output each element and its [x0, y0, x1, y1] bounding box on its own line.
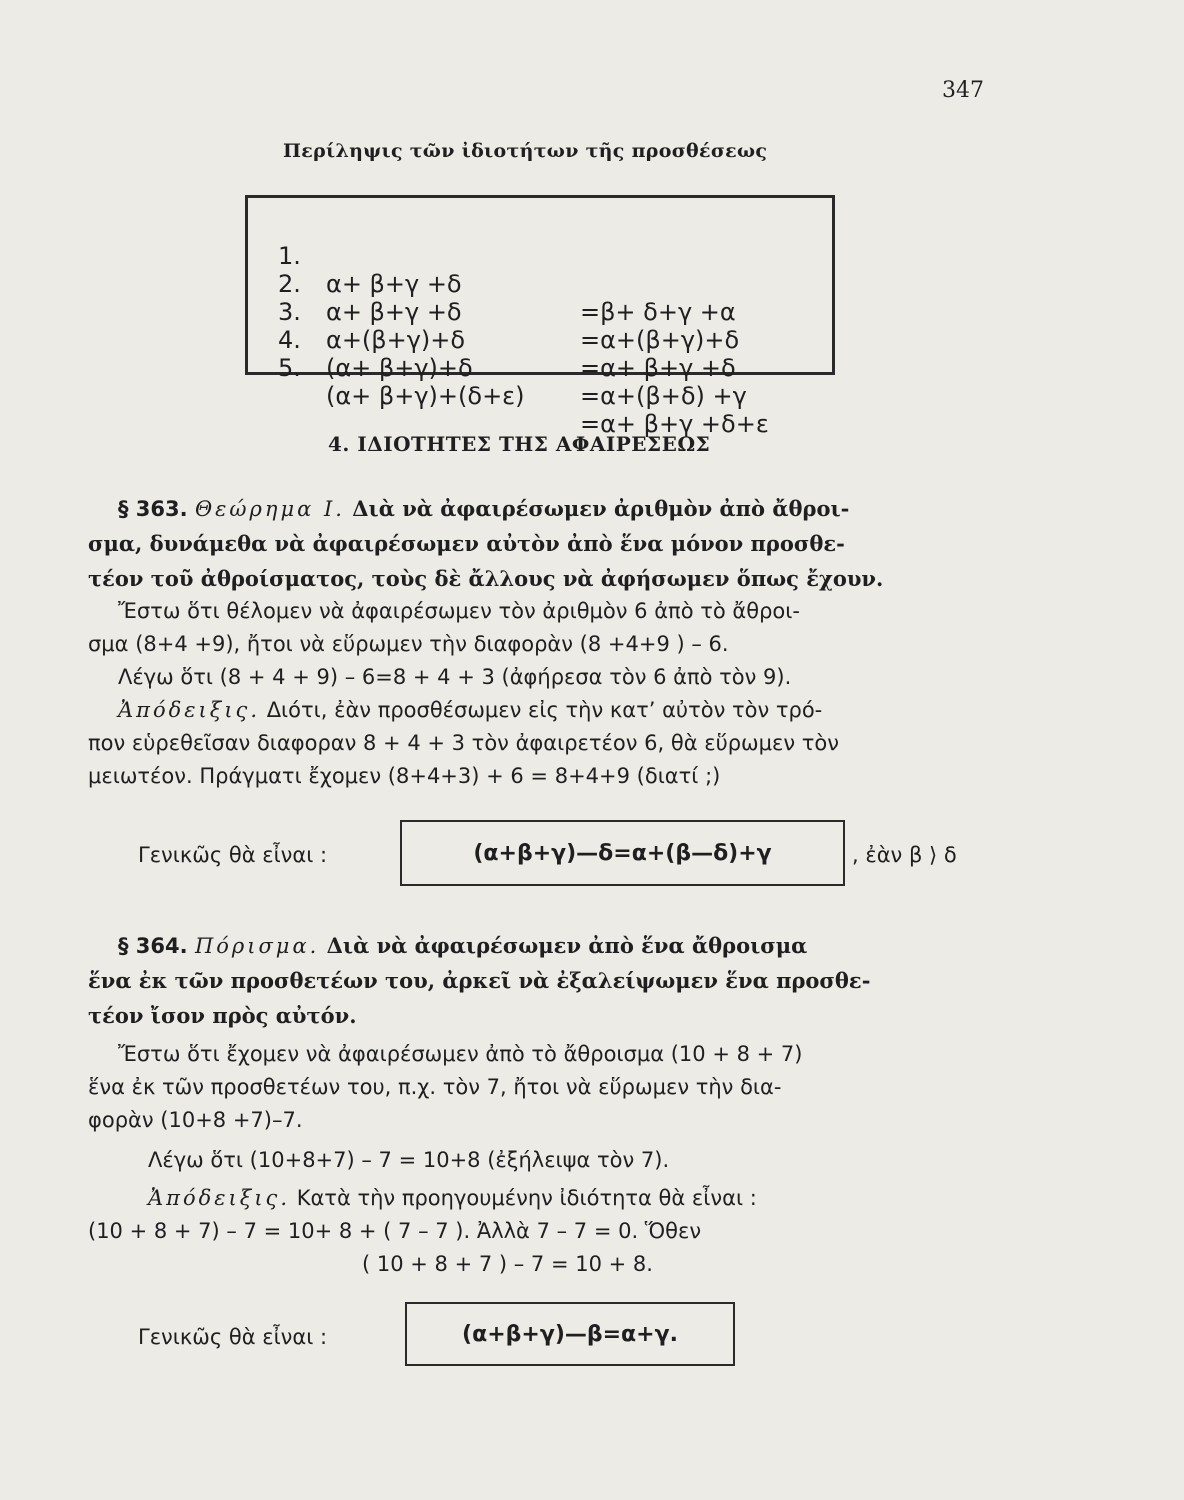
s363-proof-label: Ἀπόδειξις. [118, 698, 260, 722]
s364-statement-line: τέον ἴσον πρὸς αὐτόν. [88, 1003, 357, 1028]
row-number: 4. [278, 326, 301, 354]
row-number: 2. [278, 270, 301, 298]
s363-label: Θεώρημα I. [194, 497, 345, 521]
row-right: =α+ β+γ +δ+ε [580, 410, 769, 438]
page-number: 347 [942, 78, 984, 103]
row-number: 3. [278, 298, 301, 326]
row-right: =α+(β+δ) +γ [580, 382, 747, 410]
s363-statement-line [118, 496, 849, 521]
s364-statement-line: ἕνα ἐκ τῶν προσθετέων του, ἀρκεῖ νὰ ἐξαλείψωμεν ἕνα προσθε- [88, 968, 871, 993]
row-left: α+ β+γ +δ [326, 270, 462, 298]
s364-body-line: φορὰν (10+8 +7)–7. [88, 1108, 303, 1132]
s363-statement-line: σμα, δυνάμεθα νὰ ἀφαιρέσωμεν αὐτὸν ἀπὸ ἕνα μόνον προσθε- [88, 531, 845, 556]
row-left: α+ β+γ +δ [326, 298, 462, 326]
s363-proof-line: μειωτέον. Πράγματι ἔχομεν (8+4+3) + 6 = 8+4+9 (διατί ;) [88, 764, 721, 788]
s363-general-formula-box [400, 820, 845, 886]
row-number: 1. [278, 242, 301, 270]
s363-proof-line: πον εὑρεθεῖσαν διαφοραν 8 + 4 + 3 τὸν ἀφαιρετέον 6, θὰ εὕρωμεν τὸν [88, 731, 839, 755]
summary-title: Περίληψις τῶν ἰδιοτήτων τῆς προσθέσεως [283, 140, 768, 162]
s364-body-line: Ἔστω ὅτι ἔχομεν νὰ ἀφαιρέσωμεν ἀπὸ τὸ ἄθροισμα (10 + 8 + 7) [118, 1042, 803, 1066]
s363-number: § 363. [118, 497, 188, 521]
row-left: (α+ β+γ)+δ [326, 354, 473, 382]
s363-body-line: Ἔστω ὅτι θέλομεν νὰ ἀφαιρέσωμεν τὸν ἀριθμὸν 6 ἀπὸ τὸ ἄθροι- [118, 599, 800, 623]
s364-statement-text: Διὰ νὰ ἀφαιρέσωμεν ἀπὸ ἕνα ἄθροισμα [326, 933, 808, 958]
s363-statement-line: τέον τοῦ ἀθροίσματος, τοὺς δὲ ἄλλους νὰ ἀφήσωμεν ὅπως ἔχουν. [88, 566, 884, 591]
s364-proof-line: ( 10 + 8 + 7 ) – 7 = 10 + 8. [362, 1252, 653, 1276]
s363-proof-text: Διότι, ἐὰν προσθέσωμεν εἰς τὴν κατ’ αὐτὸν τὸν τρό- [266, 698, 823, 722]
s364-body-line: Λέγω ὅτι (10+8+7) – 7 = 10+8 (ἐξήλειψα τὸν 7). [148, 1148, 670, 1172]
row-number: 5. [278, 354, 301, 382]
s364-general-label: Γενικῶς θὰ εἶναι : [138, 1325, 328, 1349]
row-right: =β+ δ+γ +α [580, 298, 736, 326]
section-heading: 4. ΙΔΙΟΤΗΤΕΣ ΤΗΣ ΑΦΑΙΡΕΣΕΩΣ [328, 432, 711, 456]
s363-general-label: Γενικῶς θὰ εἶναι : [138, 843, 328, 867]
row-right: =α+(β+γ)+δ [580, 326, 740, 354]
s363-general-condition: , ἐὰν β ⟩ δ [852, 843, 957, 867]
s364-general-formula-box [405, 1302, 735, 1366]
s363-body-line: σμα (8+4 +9), ἤτοι νὰ εὕρωμεν τὴν διαφορὰν (8 +4+9 ) – 6. [88, 632, 729, 656]
s364-statement-line [118, 933, 807, 958]
s364-label: Πόρισμα. [194, 934, 320, 958]
s363-proof-line [118, 698, 822, 722]
s364-general-formula: (α+β+γ)—β=α+γ. [462, 1321, 678, 1347]
s364-proof-line [148, 1186, 757, 1210]
s363-statement-text: Διὰ νὰ ἀφαιρέσωμεν ἀριθμὸν ἀπὸ ἄθροι- [352, 496, 850, 521]
s364-proof-line: (10 + 8 + 7) – 7 = 10+ 8 + ( 7 – 7 ). Ἀλλὰ 7 – 7 = 0. Ὅθεν [88, 1219, 702, 1243]
s363-body-line: Λέγω ὅτι (8 + 4 + 9) – 6=8 + 4 + 3 (ἀφήρεσα τὸν 6 ἀπὸ τὸν 9). [118, 665, 792, 689]
row-right: =α+ β+γ +δ [580, 354, 736, 382]
row-left: (α+ β+γ)+(δ+ε) [326, 382, 525, 410]
s364-proof-label: Ἀπόδειξις. [148, 1186, 290, 1210]
s364-proof-text: Κατὰ τὴν προηγουμένην ἰδιότητα θὰ εἶναι : [296, 1186, 757, 1210]
summary-box [245, 195, 835, 438]
s363-general-formula: (α+β+γ)—δ=α+(β—δ)+γ [473, 840, 772, 866]
s364-number: § 364. [118, 934, 188, 958]
row-left: α+(β+γ)+δ [326, 326, 466, 354]
s364-body-line: ἕνα ἐκ τῶν προσθετέων του, π.χ. τὸν 7, ἤτοι νὰ εὕρωμεν τὴν δια- [88, 1075, 782, 1099]
